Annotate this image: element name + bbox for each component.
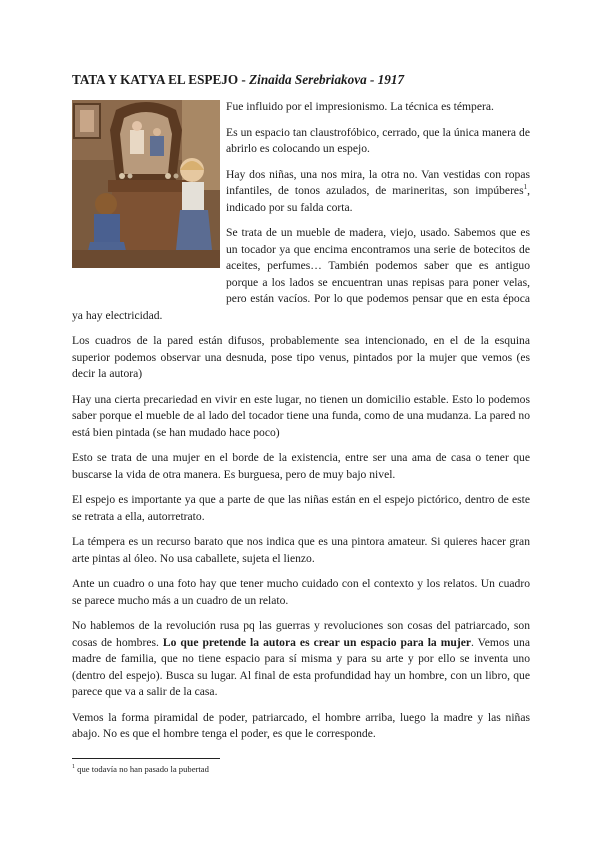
paragraph-technique: Fue influido por el impresionismo. La técnica es témpera. <box>226 100 494 113</box>
title-author: Zinaida Serebriakova - 1917 <box>249 72 405 87</box>
document-title <box>72 72 404 88</box>
paragraph-context: Ante un cuadro o una foto hay que tener mucho cuidado con el contexto y los relatos. Un cuadro se parece mucho más a un cuadro de un relato. <box>72 577 530 607</box>
article-body <box>72 99 530 752</box>
footnote-number: 1 <box>72 764 75 771</box>
paragraph-girls: Hay dos niñas, una nos mira, la otra no. Van vestidas con ropas infantiles, de tonos azulados, de marineritas, son impúberes$^1$, indicado por su falda corta. <box>226 167 530 214</box>
paragraph-paintings: Los cuadros de la pared están difusos, probablemente sea intencionado, en el de la esquina superior podemos observar una desnuda, pose tipo venus, pintados por la mujer que vemos (es decir la autora) <box>72 334 530 380</box>
title-painting: TATA Y KATYA EL ESPEJO - <box>72 72 250 87</box>
paragraph-pyramid: Vemos la forma piramidal de poder, patriarcado, el hombre arriba, luego la madre y las niñas abajo. No es que el hombre tenga el poder, es que le corresponde. <box>72 710 530 740</box>
paragraph-mirror: El espejo es importante ya que a parte de que las niñas están en el espejo pictórico, dentro de este se retrata a ella, autorretrato. <box>72 493 530 523</box>
footnote <box>72 764 209 774</box>
footnote-text: que todavía no han pasado la pubertad <box>75 764 209 774</box>
footnote-divider <box>72 758 220 759</box>
paragraph-space: Es un espacio tan claustrofóbico, cerrado, que la única manera de abrirlo es colocando un espejo. <box>226 125 530 155</box>
paragraph-precarity: Hay una cierta precariedad en vivir en este lugar, no tienen un domicilio estable. Esto lo podemos saber porque el mueble de al lado del tocador tiene una funda, como de una mudanza. La pared no está bien pintada (se han mudado hace poco) <box>72 392 530 439</box>
paragraph-revolution: No hablemos de la revolución rusa pq las guerras y revoluciones son cosas del patriarcado, son cosas de hombres. Lo que pretende la autora es crear un espacio para la mujer. Vemos una madre de familia, que no tiene espacio para sí misma y para su arte y por ello se inventa uno (dentro del espejo). Busca su lugar. Al final de esta profundidad hay un hombre, con un libro, que parece que va a salir de la casa. <box>72 619 530 698</box>
footnote-ref[interactable]: 1 <box>523 183 528 192</box>
paragraph-tempera: La témpera es un recurso barato que nos indica que es una pintora amateur. Si quieres hacer gran arte pintas al óleo. No usa caballete, sujeta el lienzo. <box>72 535 530 565</box>
paragraph-furniture: Se trata de un mueble de madera, viejo, usado. Sabemos que es un tocador ya que encima encontramos una serie de botecitos de aceites, perfumes… También podemos saber que es antiguo porque a los lados se encuentran unas repisas para poner velas, pero están vacíos. Por lo que podemos pensar que en esta época ya hay electricidad. <box>72 226 530 322</box>
highlight-statement: Lo que pretende la autora es crear un espacio para la mujer <box>162 635 471 649</box>
paragraph-woman: Esto se trata de una mujer en el borde de la existencia, entre ser una ama de casa o tener que buscarse la vida de otra manera. Es burguesa, pero de muy bajo nivel. <box>72 451 530 481</box>
